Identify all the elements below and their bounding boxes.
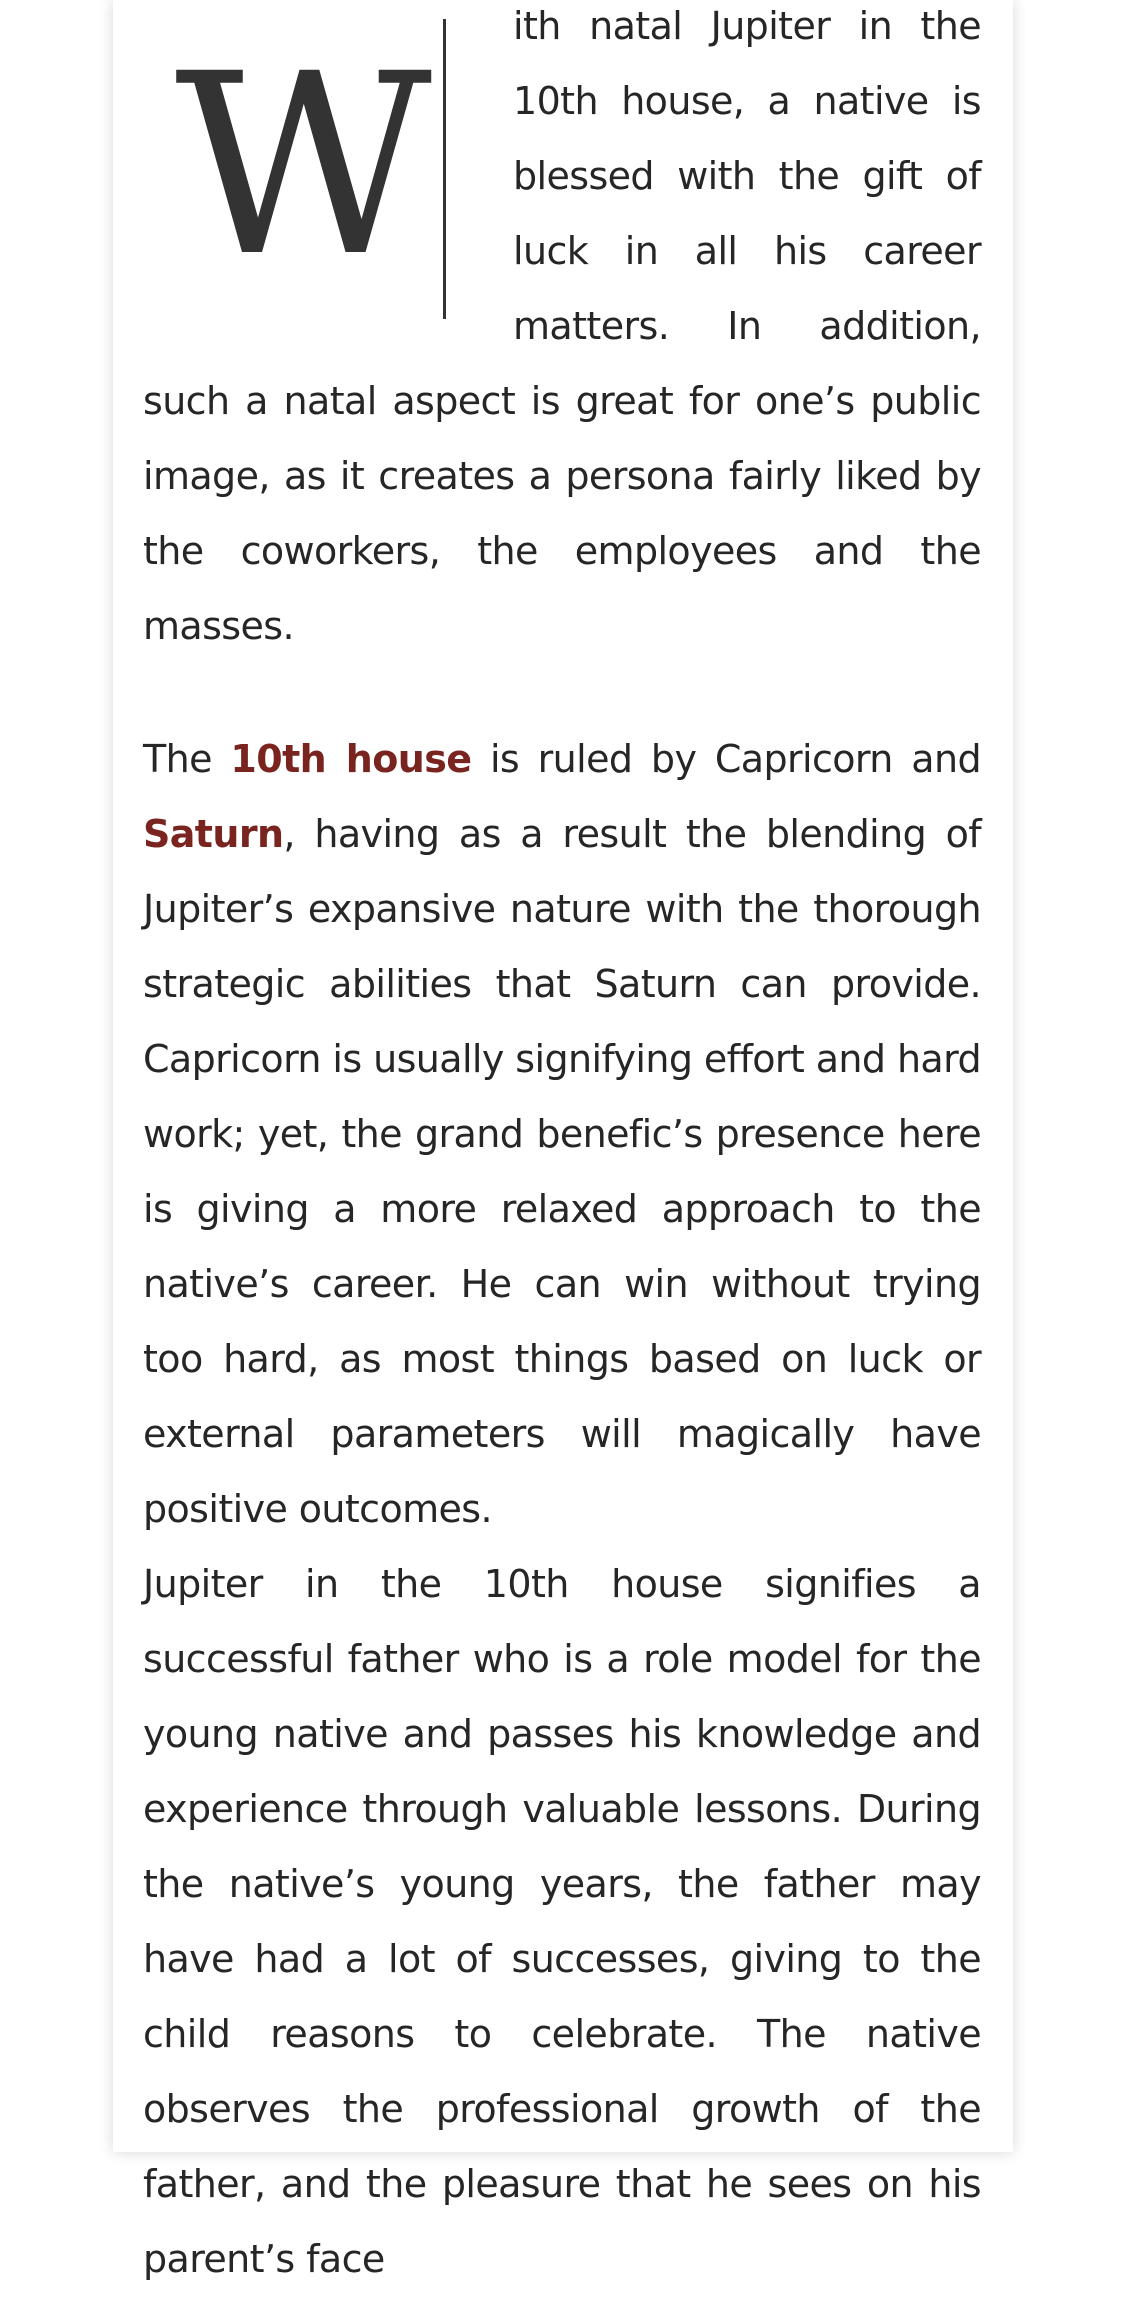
link-10th-house[interactable]: 10th house xyxy=(230,737,472,781)
paragraph-father-text: Jupiter in the 10th house signifies a successful father who is a role model for the young native and passes his knowledge and experience through valuable lessons. During the native’s young years, the father may have had a lot of successes, giving to the child reasons to celebrate. The native observes the professional growth of the father, and the pleasure that he sees on his parent’s face xyxy=(143,1562,981,2281)
drop-cap-divider xyxy=(443,19,446,319)
paragraph-rest-text: , having as a result the blending of Jupiter’s expansive nature with the thorough strategic abilities that Saturn can provide. Capricorn is usually signifying effort and hard work; yet, the grand benefic’s presence here is giving a more relaxed approach to the native’s career. He can win without trying too hard, as most things based on luck or external parameters will magically have positive outcomes. xyxy=(143,812,981,1531)
drop-cap-letter: W xyxy=(175,20,432,311)
link-saturn[interactable]: Saturn xyxy=(143,812,284,856)
article-card xyxy=(113,0,1013,2281)
paragraph-capricorn xyxy=(143,722,981,1547)
paragraph-father xyxy=(143,1547,981,2297)
paragraph-lead-text: The xyxy=(143,737,231,781)
paragraph-intro-text: ith natal Jupiter in the 10th house, a native is blessed with the gift of luck in all his career matters. In addition, such a natal aspect is great for one’s public image, as it creates a persona fairly liked by the coworkers, the employees and the masses. xyxy=(143,4,981,648)
drop-cap-block xyxy=(143,11,513,341)
paragraph-mid-text: is ruled by Capricorn and xyxy=(471,737,981,781)
article-body xyxy=(143,0,981,2297)
